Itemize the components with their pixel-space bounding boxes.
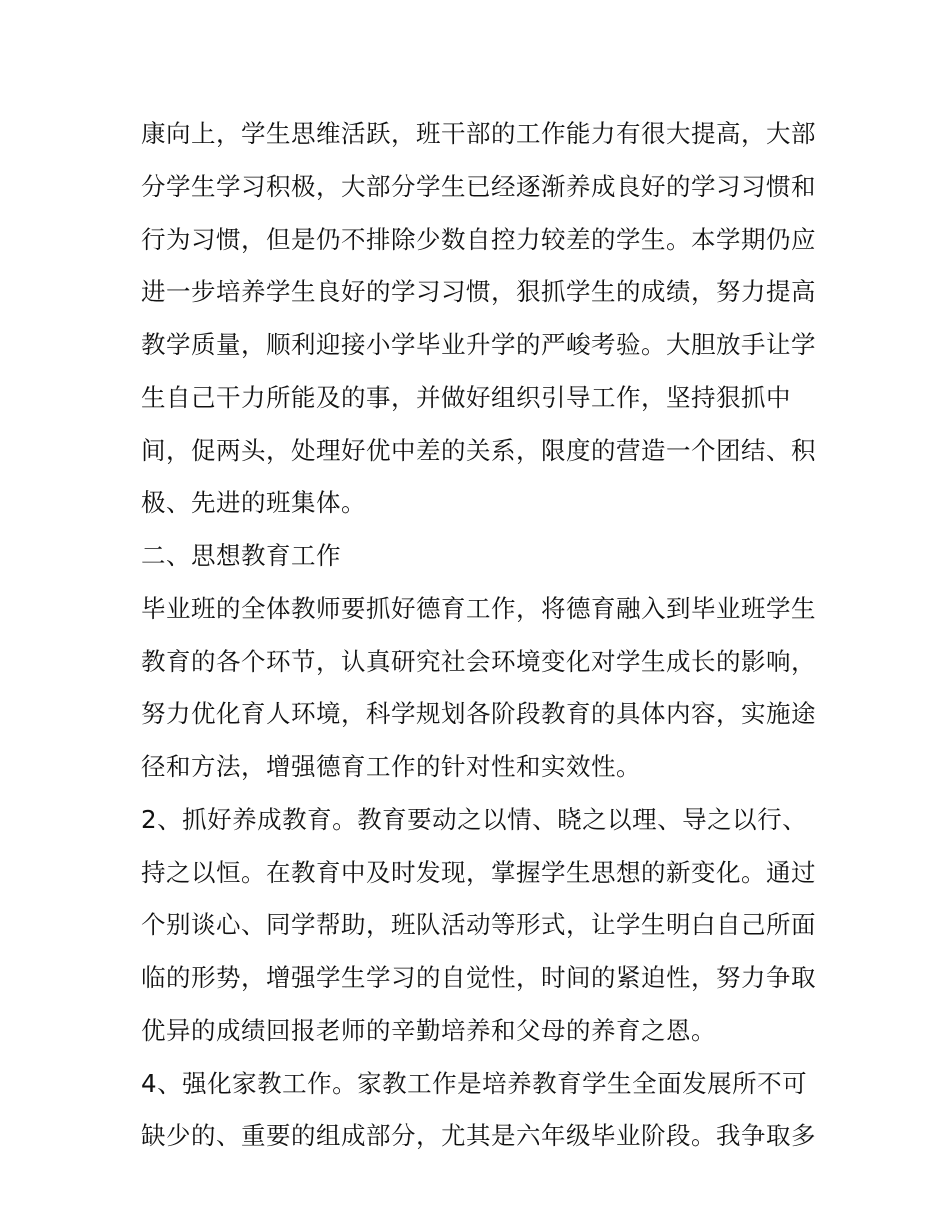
text-line: 优异的成绩回报老师的辛勤培养和父母的养育之恩。 (141, 1015, 716, 1045)
text-line: 行为习惯，但是仍不排除少数自控力较差的学生。本学期仍应 (141, 224, 816, 254)
section-heading: 二、思想教育工作 (141, 541, 341, 570)
text-line: 康向上，学生思维活跃，班干部的工作能力有很大提高，大部 (141, 119, 816, 148)
text-line: 临的形势，增强学生学习的自觉性，时间的紧迫性，努力争取 (141, 963, 816, 992)
document-body (141, 108, 821, 1163)
text-line: 4、强化家教工作。家教工作是培养教育学生全面发展所不可 (141, 1068, 808, 1098)
text-line: 教育的各个环节，认真研究社会环境变化对学生成长的影响， (141, 646, 816, 676)
text-line: 缺少的、重要的组成部分，尤其是六年级毕业阶段。我争取多 (141, 1121, 816, 1151)
text-line: 径和方法，增强德育工作的针对性和实效性。 (141, 752, 641, 781)
text-line: 间，促两头，处理好优中差的关系，限度的营造一个团结、积 (141, 435, 816, 465)
text-line: 持之以恒。在教育中及时发现，掌握学生思想的新变化。通过 (141, 857, 816, 887)
text-line: 2、抓好养成教育。教育要动之以情、晓之以理、导之以行、 (141, 804, 808, 834)
text-line: 分学生学习积极，大部分学生已经逐渐养成良好的学习习惯和 (141, 171, 816, 201)
text-line: 极、先进的班集体。 (141, 488, 366, 518)
text-line: 生自己干力所能及的事，并做好组织引导工作，坚持狠抓中 (141, 382, 791, 412)
text-line: 进一步培养学生良好的学习习惯，狠抓学生的成绩，努力提高 (141, 277, 816, 307)
text-line: 毕业班的全体教师要抓好德育工作，将德育融入到毕业班学生 (141, 593, 816, 623)
text-line: 努力优化育人环境，科学规划各阶段教育的具体内容，实施途 (141, 699, 816, 729)
text-line: 个别谈心、同学帮助，班队活动等形式，让学生明白自己所面 (141, 910, 816, 940)
text-line: 教学质量，顺利迎接小学毕业升学的严峻考验。大胆放手让学 (141, 330, 816, 359)
